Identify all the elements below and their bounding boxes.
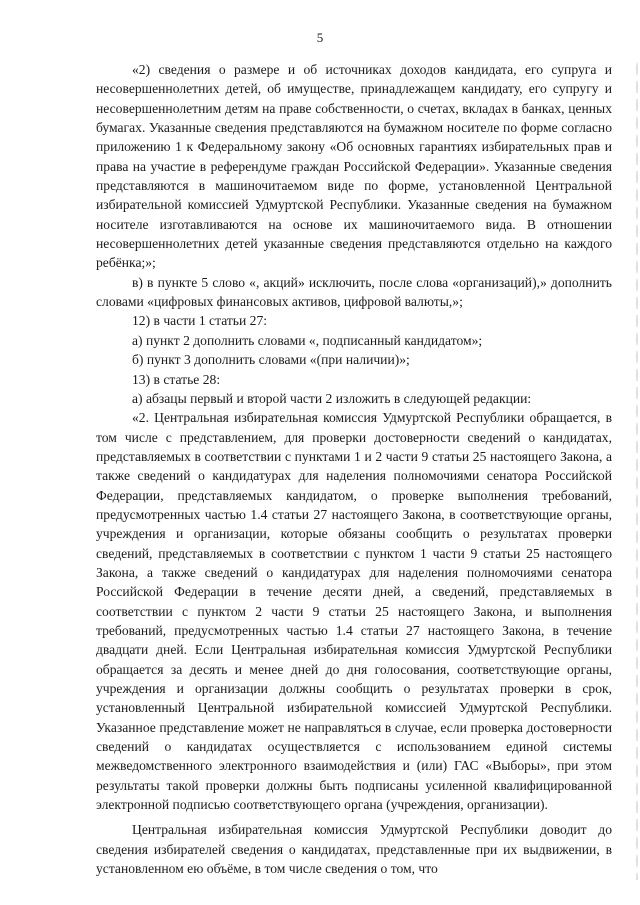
paragraph: а) пункт 2 дополнить словами «, подписанный кандидатом»; — [132, 332, 483, 348]
page-number: 5 — [316, 30, 324, 45]
paragraph: 12) в части 1 статьи 27: — [132, 313, 268, 329]
paragraph: 13) в статье 28: — [132, 371, 221, 387]
paragraph: в) в пункте 5 слово «, акций» исключить, после слова «организаций),» дополнить словами «цифровых финансовых активов, цифровой валюты,»; — [96, 274, 612, 310]
paragraph: «2) сведения о размере и об источниках доходов кандидата, его супруга и несовершеннолетних детей, об имуществе, принадлежащем кандидату, его супругу и несовершеннолетним детям на праве собственности, о счетах, вкладах в банках, ценных бумагах. Указанные сведения представляются на бумажном носителе по форме согласно приложению 1 к Федеральному закону «Об основных гарантиях избирательных прав и права на участие в референдуме граждан Российской Федерации». Указанные сведения представляются в машиночитаемом виде по форме, установленной Центральной избирательной комиссией Удмуртской Республики. Указанные сведения на бумажном носителе изготавливаются на основе их машиночитаемого вида. В отношении несовершеннолетних детей указанные сведения представляются отдельно на каждого ребёнка;»; — [96, 62, 612, 271]
paragraph: б) пункт 3 дополнить словами «(при наличии)»; — [132, 352, 410, 368]
paragraph: а) абзацы первый и второй части 2 изложить в следующей редакции: — [132, 390, 532, 406]
document-body — [96, 60, 612, 878]
scan-margin-artifact — [636, 60, 638, 880]
paragraph: Центральная избирательная комиссия Удмуртской Республики доводит до сведения избирателей сведения о кандидатах, представленные при их выдвижении, в установленном ею объёме, в том числе сведения о том, что — [96, 822, 612, 877]
paragraph: «2. Центральная избирательная комиссия Удмуртской Республики обращается, в том числе с представлением, для проверки достоверности сведений о кандидатах, представляемых в соответствии с пунктами 1 и 2 части 9 статьи 25 настоящего Закона, а также сведений о кандидатурах для наделения полномочиями сенатора Российской Федерации, представляемых кандидатом, о проверке выполнения требований, предусмотренных частью 1.4 статьи 27 настоящего Закона, в соответствующие органы, учреждения и организации, которые обязаны сообщить о результатах проверки сведений, представляемых в соответствии с пунктом 1 части 9 статьи 25 настоящего Закона, а также сведений о кандидатурах для наделения полномочиями сенатора Российской Федерации в течение десяти дней, а сведений, представляемых в соответствии с пунктом 2 части 9 статьи 25 настоящего Закона, и выполнения требований, предусмотренных частью 1.4 статьи 27 настоящего Закона, в течение двадцати дней. Если Центральная избирательная комиссия Удмуртской Республики обращается за десять и менее дней до дня голосования, соответствующие органы, учреждения и организации должны сообщить о результатах проверки в срок, установленный Центральной избирательной комиссией Удмуртской Республики. Указанное представление может не направляться в случае, если проверка достоверности сведений о кандидатах осуществляется с использованием единой системы межведомственного электронного взаимодействия и (или) ГАС «Выборы», при этом результаты такой проверки должны быть подписаны усиленной квалифицированной электронной подписью соответствующего органа (учреждения, организации). — [96, 410, 612, 813]
